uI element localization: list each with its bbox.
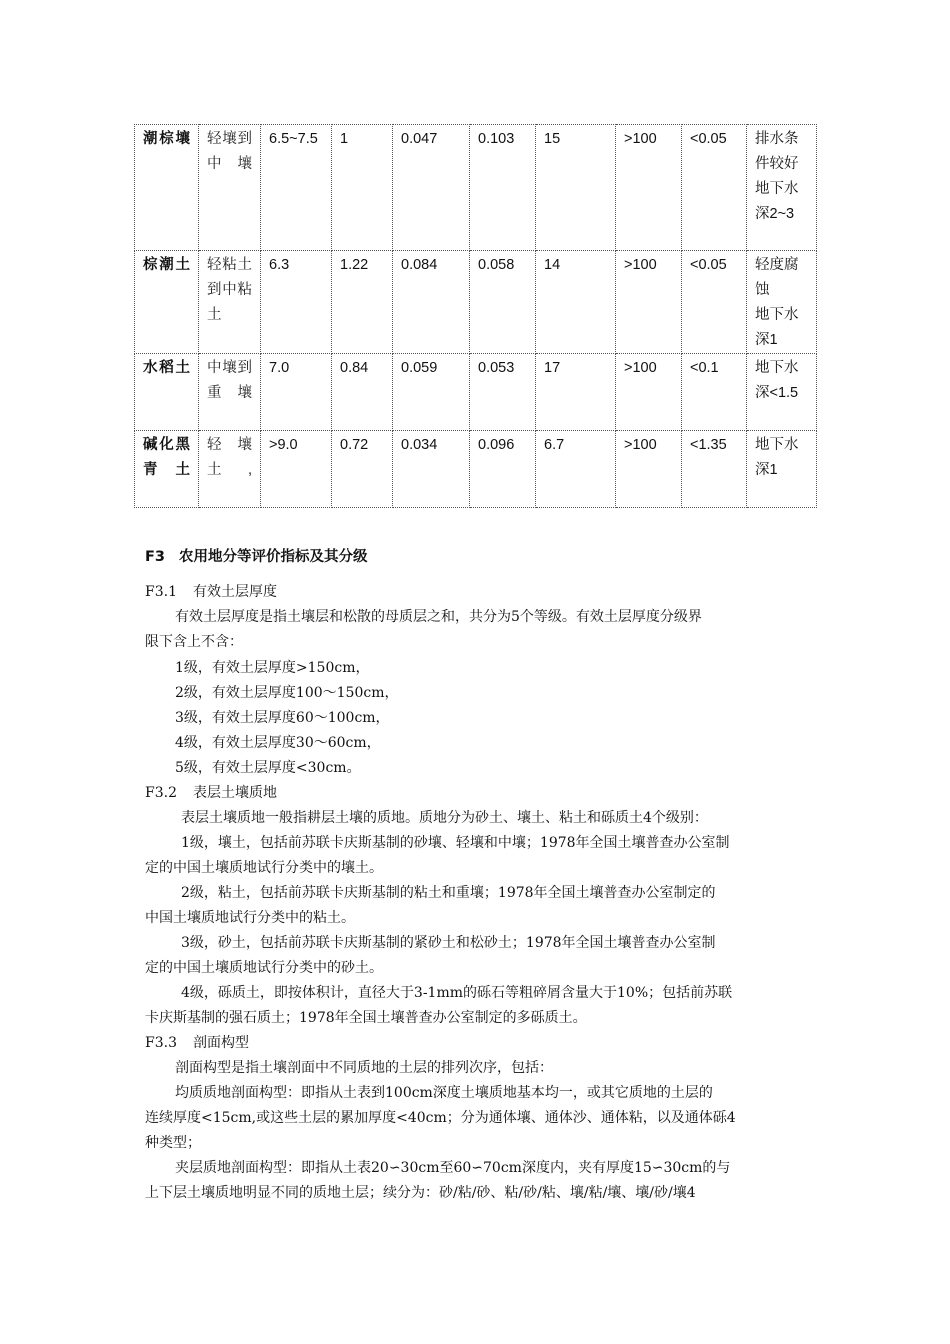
soil-name-cell: 棕潮土 xyxy=(135,251,199,354)
texture-cell: 轻壤土, xyxy=(199,431,261,508)
table-cell: 6.7 xyxy=(536,431,616,508)
texture-cell: 中壤到重壤 xyxy=(199,354,261,431)
level-line: 1级，有效土层厚度>150cm， xyxy=(175,660,370,676)
table-cell: <0.05 xyxy=(682,251,747,354)
soil-name-cell: 潮棕壤 xyxy=(135,125,199,251)
section-number: F3 xyxy=(145,549,165,565)
section-heading xyxy=(145,545,368,566)
section-title: 农用地分等评价指标及其分级 xyxy=(179,549,368,565)
paragraph-line: 连续厚度<15cm,或这些土层的累加厚度<40cm；分为通体壤、通体沙、通体粘，以及通体砾4 xyxy=(145,1110,736,1126)
subsection-title: 有效土层厚度 xyxy=(192,584,277,600)
level-line: 5级，有效土层厚度<30cm。 xyxy=(175,760,361,776)
paragraph-line: 上下层土壤质地明显不同的质地土层；续分为：砂/粘/砂、粘/砂/粘、壤/粘/壤、壤/砂/壤4 xyxy=(145,1185,696,1201)
note-cell xyxy=(747,431,817,508)
soil-name-cell: 水稻土 xyxy=(135,354,199,431)
subsection-heading xyxy=(145,580,807,605)
paragraph-line: 3级，砂土，包括前苏联卡庆斯基制的紧砂土和松砂土；1978年全国土壤普查办公室制 xyxy=(181,935,716,951)
note-line: 地下水 xyxy=(755,360,799,376)
note-cell xyxy=(747,354,817,431)
note-line: 排水条 xyxy=(755,131,799,147)
table-cell: 1 xyxy=(332,125,393,251)
paragraph-line: 表层土壤质地一般指耕层土壤的质地。质地分为砂土、壤土、粘土和砾质土4个级别： xyxy=(181,810,708,826)
subsection-title: 剖面构型 xyxy=(192,1035,249,1051)
table-row xyxy=(135,354,817,431)
table-cell: 7.0 xyxy=(261,354,332,431)
paragraph-line: 4级，砾质土，即按体积计，直径大于3-1mm的砾石等粗碎屑含量大于10%；包括前苏联 xyxy=(181,985,733,1001)
paragraph-line: 定的中国土壤质地试行分类中的砂土。 xyxy=(145,960,383,976)
soil-name-cell: 碱化黑青土 xyxy=(135,431,199,508)
subsection-heading xyxy=(145,781,807,806)
table-cell: <0.1 xyxy=(682,354,747,431)
note-line: 深<1.5 xyxy=(755,385,799,401)
table-cell: 14 xyxy=(536,251,616,354)
note-line: 地下水 xyxy=(755,181,799,197)
subsection-number: F3.3 xyxy=(145,1035,177,1051)
table-cell: 0.84 xyxy=(332,354,393,431)
note-line: 件较好 xyxy=(755,156,799,172)
table-cell: >100 xyxy=(616,125,682,251)
table-cell: <0.05 xyxy=(682,125,747,251)
note-cell xyxy=(747,251,817,354)
paragraph-line: 均质质地剖面构型：即指从土表到100cm深度土壤质地基本均一，或其它质地的土层的 xyxy=(175,1085,713,1101)
table-cell: 6.5~7.5 xyxy=(261,125,332,251)
paragraph-line: 中国土壤质地试行分类中的粘土。 xyxy=(145,910,355,926)
table-cell: 0.096 xyxy=(470,431,536,508)
note-line: 深1 xyxy=(755,462,778,478)
table-cell: >9.0 xyxy=(261,431,332,508)
level-line: 4级，有效土层厚度30～60cm， xyxy=(175,735,381,751)
level-line: 3级，有效土层厚度60～100cm， xyxy=(175,710,390,726)
level-line: 2级，有效土层厚度100～150cm， xyxy=(175,685,399,701)
table-cell: 17 xyxy=(536,354,616,431)
table-cell: 6.3 xyxy=(261,251,332,354)
subsection-heading xyxy=(145,1031,807,1056)
texture-cell: 轻壤到中壤 xyxy=(199,125,261,251)
note-line: 蚀 xyxy=(755,282,770,298)
paragraph-line: 2级，粘土，包括前苏联卡庆斯基制的粘土和重壤；1978年全国土壤普查办公室制定的 xyxy=(181,885,716,901)
table-cell: >100 xyxy=(616,354,682,431)
table-cell: 15 xyxy=(536,125,616,251)
table-cell: 1.22 xyxy=(332,251,393,354)
paragraph-line: 1级，壤土，包括前苏联卡庆斯基制的砂壤、轻壤和中壤；1978年全国土壤普查办公室制 xyxy=(181,835,730,851)
note-line: 地下水 xyxy=(755,307,799,323)
table-cell: 0.047 xyxy=(393,125,470,251)
paragraph-line: 有效土层厚度是指土壤层和松散的母质层之和，共分为5个等级。有效土层厚度分级界 xyxy=(175,609,702,625)
table-row xyxy=(135,431,817,508)
table-cell: 0.053 xyxy=(470,354,536,431)
paragraph-line: 定的中国土壤质地试行分类中的壤土。 xyxy=(145,860,383,876)
subsection-number: F3.2 xyxy=(145,785,177,801)
paragraph-line: 种类型； xyxy=(145,1135,201,1151)
table-cell: 0.72 xyxy=(332,431,393,508)
subsection-number: F3.1 xyxy=(145,584,177,600)
paragraph-line: 剖面构型是指土壤剖面中不同质地的土层的排列次序，包括： xyxy=(175,1060,553,1076)
table-row xyxy=(135,125,817,251)
note-line: 地下水 xyxy=(755,437,799,453)
texture-cell: 轻粘土到中粘土 xyxy=(199,251,261,354)
table-cell: 0.034 xyxy=(393,431,470,508)
table-cell: 0.084 xyxy=(393,251,470,354)
table-cell: >100 xyxy=(616,431,682,508)
subsection-title: 表层土壤质地 xyxy=(192,785,277,801)
table-cell: <1.35 xyxy=(682,431,747,508)
paragraph-line: 限下含上不含： xyxy=(145,634,243,650)
note-cell xyxy=(747,125,817,251)
table-cell: 0.103 xyxy=(470,125,536,251)
note-line: 深1 xyxy=(755,332,778,348)
paragraph-line: 夹层质地剖面构型：即指从土表20∽30cm至60∽70cm深度内，夹有厚度15∽30cm的与 xyxy=(175,1160,731,1176)
table-cell: 0.059 xyxy=(393,354,470,431)
soil-properties-table xyxy=(134,124,817,508)
table-row xyxy=(135,251,817,354)
note-line: 轻度腐 xyxy=(755,257,799,273)
paragraph-line: 卡庆斯基制的强石质土；1978年全国土壤普查办公室制定的多砾质土。 xyxy=(145,1010,587,1026)
table-cell: 0.058 xyxy=(470,251,536,354)
table-cell: >100 xyxy=(616,251,682,354)
note-line: 深2~3 xyxy=(755,206,795,222)
